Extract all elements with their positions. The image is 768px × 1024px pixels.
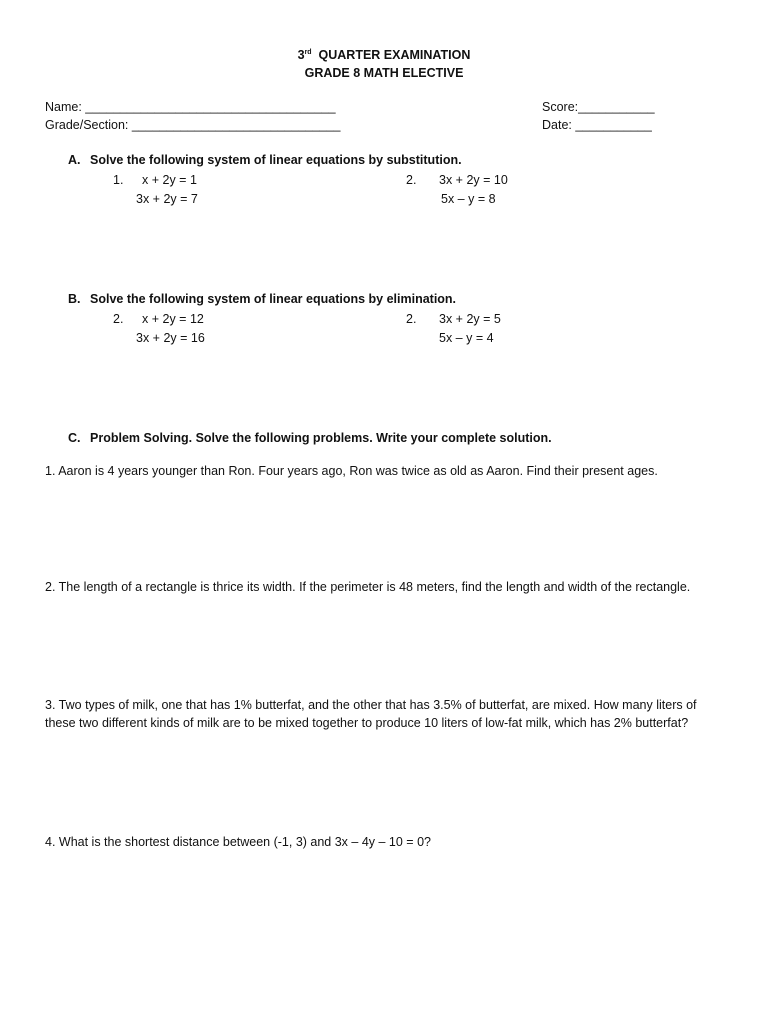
b-item1-eq1: x + 2y = 12 <box>142 312 204 326</box>
date-field[interactable]: Date: ___________ <box>542 118 652 132</box>
score-field[interactable]: Score:___________ <box>542 100 655 114</box>
ordinal-suffix: rd <box>304 49 312 56</box>
a-item2-eq1: 3x + 2y = 10 <box>439 173 508 187</box>
exam-title <box>0 48 768 63</box>
problem-4: 4. What is the shortest distance between (-1, 3) and 3x – 4y – 10 = 0? <box>45 835 431 849</box>
quarter-ordinal: 3 <box>297 48 305 62</box>
name-field[interactable]: Name: ____________________________________ <box>45 100 336 114</box>
section-c-letter: C. <box>68 431 81 445</box>
a-item1-number: 1. <box>113 173 124 187</box>
grade-section-field[interactable]: Grade/Section: ______________________________ <box>45 118 341 132</box>
b-item1-eq2: 3x + 2y = 16 <box>136 331 205 345</box>
b-item1-number: 2. <box>113 312 124 326</box>
section-b-letter: B. <box>68 292 81 306</box>
section-a-heading: Solve the following system of linear equations by substitution. <box>90 153 462 167</box>
problem-3: 3. Two types of milk, one that has 1% butterfat, and the other that has 3.5% of butterfat, are mixed. How many liters of these two different kinds of milk are to be mixed together to produce 10 liters of low-fat milk, which has 2% butterfat? <box>45 698 697 730</box>
b-item2-number: 2. <box>406 312 417 326</box>
problem-1: 1. Aaron is 4 years younger than Ron. Four years ago, Ron was twice as old as Aaron. Find their present ages. <box>45 464 658 478</box>
problem-2: 2. The length of a rectangle is thrice its width. If the perimeter is 48 meters, find the length and width of the rectangle. <box>45 580 691 594</box>
b-item2-eq2: 5x – y = 4 <box>439 331 494 345</box>
exam-subtitle: GRADE 8 MATH ELECTIVE <box>304 66 464 80</box>
exam-title-text: QUARTER EXAMINATION <box>318 48 471 62</box>
a-item2-eq2: 5x – y = 8 <box>441 192 496 206</box>
section-b-heading: Solve the following system of linear equations by elimination. <box>90 292 457 306</box>
b-item2-eq1: 3x + 2y = 5 <box>439 312 501 326</box>
a-item1-eq2: 3x + 2y = 7 <box>136 192 198 206</box>
section-a-letter: A. <box>68 153 81 167</box>
a-item2-number: 2. <box>406 173 417 187</box>
section-c-heading: Problem Solving. Solve the following problems. Write your complete solution. <box>90 431 552 445</box>
a-item1-eq1: x + 2y = 1 <box>142 173 197 187</box>
